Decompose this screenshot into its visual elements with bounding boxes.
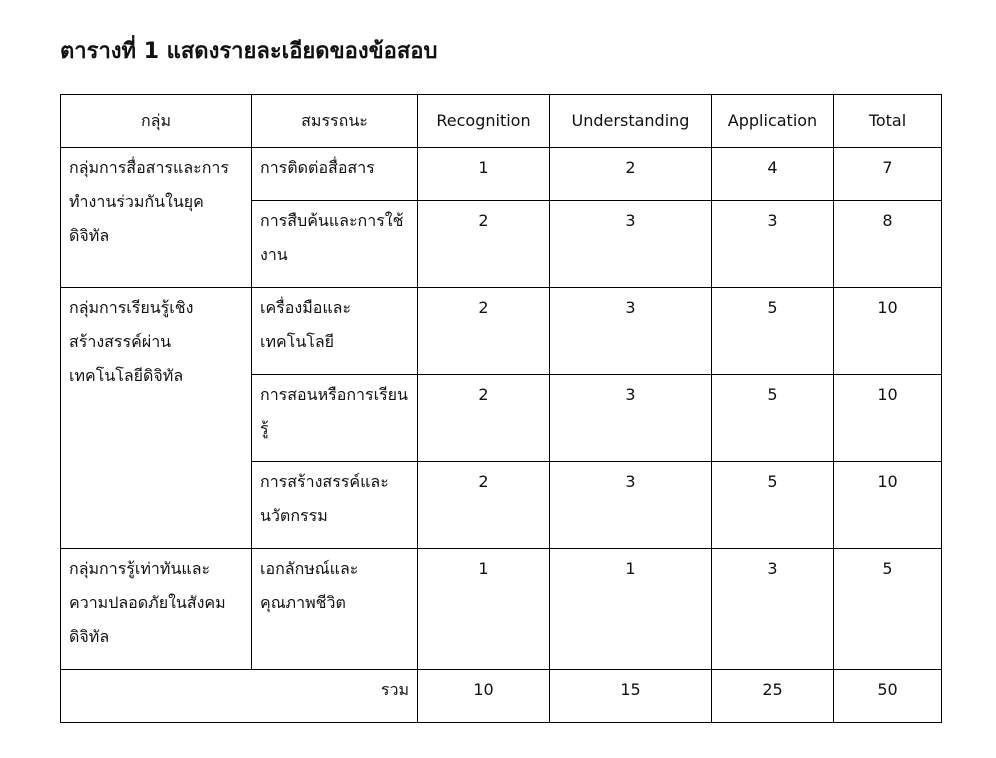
table-row (61, 549, 942, 670)
understanding-cell: 3 (550, 462, 712, 549)
group-cell: กลุ่มการสื่อสารและการทำงานร่วมกันในยุคดิจิทัล (61, 148, 252, 288)
sum-label: รวม (61, 670, 418, 723)
application-cell: 5 (712, 288, 834, 375)
competency-cell: การสร้างสรรค์และนวัตกรรม (252, 462, 418, 549)
table-row (61, 288, 942, 375)
sum-application: 25 (712, 670, 834, 723)
total-cell: 7 (834, 148, 942, 201)
table-row (61, 148, 942, 201)
understanding-cell: 3 (550, 288, 712, 375)
total-cell: 8 (834, 201, 942, 288)
recognition-cell: 2 (418, 288, 550, 375)
header-total: Total (834, 95, 942, 148)
sum-recognition: 10 (418, 670, 550, 723)
table-caption: ตารางที่ 1 แสดงรายละเอียดของข้อสอบ (60, 39, 438, 64)
exam-detail-table (60, 94, 942, 723)
competency-cell: เอกลักษณ์และคุณภาพชีวิต (252, 549, 418, 670)
recognition-cell: 2 (418, 462, 550, 549)
sum-understanding: 15 (550, 670, 712, 723)
competency-cell: การสอนหรือการเรียนรู้ (252, 375, 418, 462)
sum-total: 50 (834, 670, 942, 723)
application-cell: 5 (712, 462, 834, 549)
understanding-cell: 3 (550, 375, 712, 462)
competency-cell: เครื่องมือและเทคโนโลยี (252, 288, 418, 375)
total-cell: 10 (834, 462, 942, 549)
recognition-cell: 1 (418, 148, 550, 201)
header-group: กลุ่ม (61, 95, 252, 148)
application-cell: 3 (712, 549, 834, 670)
sum-row (61, 670, 942, 723)
header-competency: สมรรถนะ (252, 95, 418, 148)
total-cell: 10 (834, 288, 942, 375)
header-understanding: Understanding (550, 95, 712, 148)
header-recognition: Recognition (418, 95, 550, 148)
recognition-cell: 1 (418, 549, 550, 670)
group-cell: กลุ่มการเรียนรู้เชิงสร้างสรรค์ผ่านเทคโนโลยีดิจิทัล (61, 288, 252, 549)
application-cell: 4 (712, 148, 834, 201)
understanding-cell: 3 (550, 201, 712, 288)
recognition-cell: 2 (418, 375, 550, 462)
application-cell: 5 (712, 375, 834, 462)
header-application: Application (712, 95, 834, 148)
total-cell: 10 (834, 375, 942, 462)
recognition-cell: 2 (418, 201, 550, 288)
total-cell: 5 (834, 549, 942, 670)
competency-cell: การติดต่อสื่อสาร (252, 148, 418, 201)
header-row (61, 95, 942, 148)
understanding-cell: 1 (550, 549, 712, 670)
understanding-cell: 2 (550, 148, 712, 201)
application-cell: 3 (712, 201, 834, 288)
group-cell: กลุ่มการรู้เท่าทันและความปลอดภัยในสังคมดิจิทัล (61, 549, 252, 670)
competency-cell: การสืบค้นและการใช้งาน (252, 201, 418, 288)
